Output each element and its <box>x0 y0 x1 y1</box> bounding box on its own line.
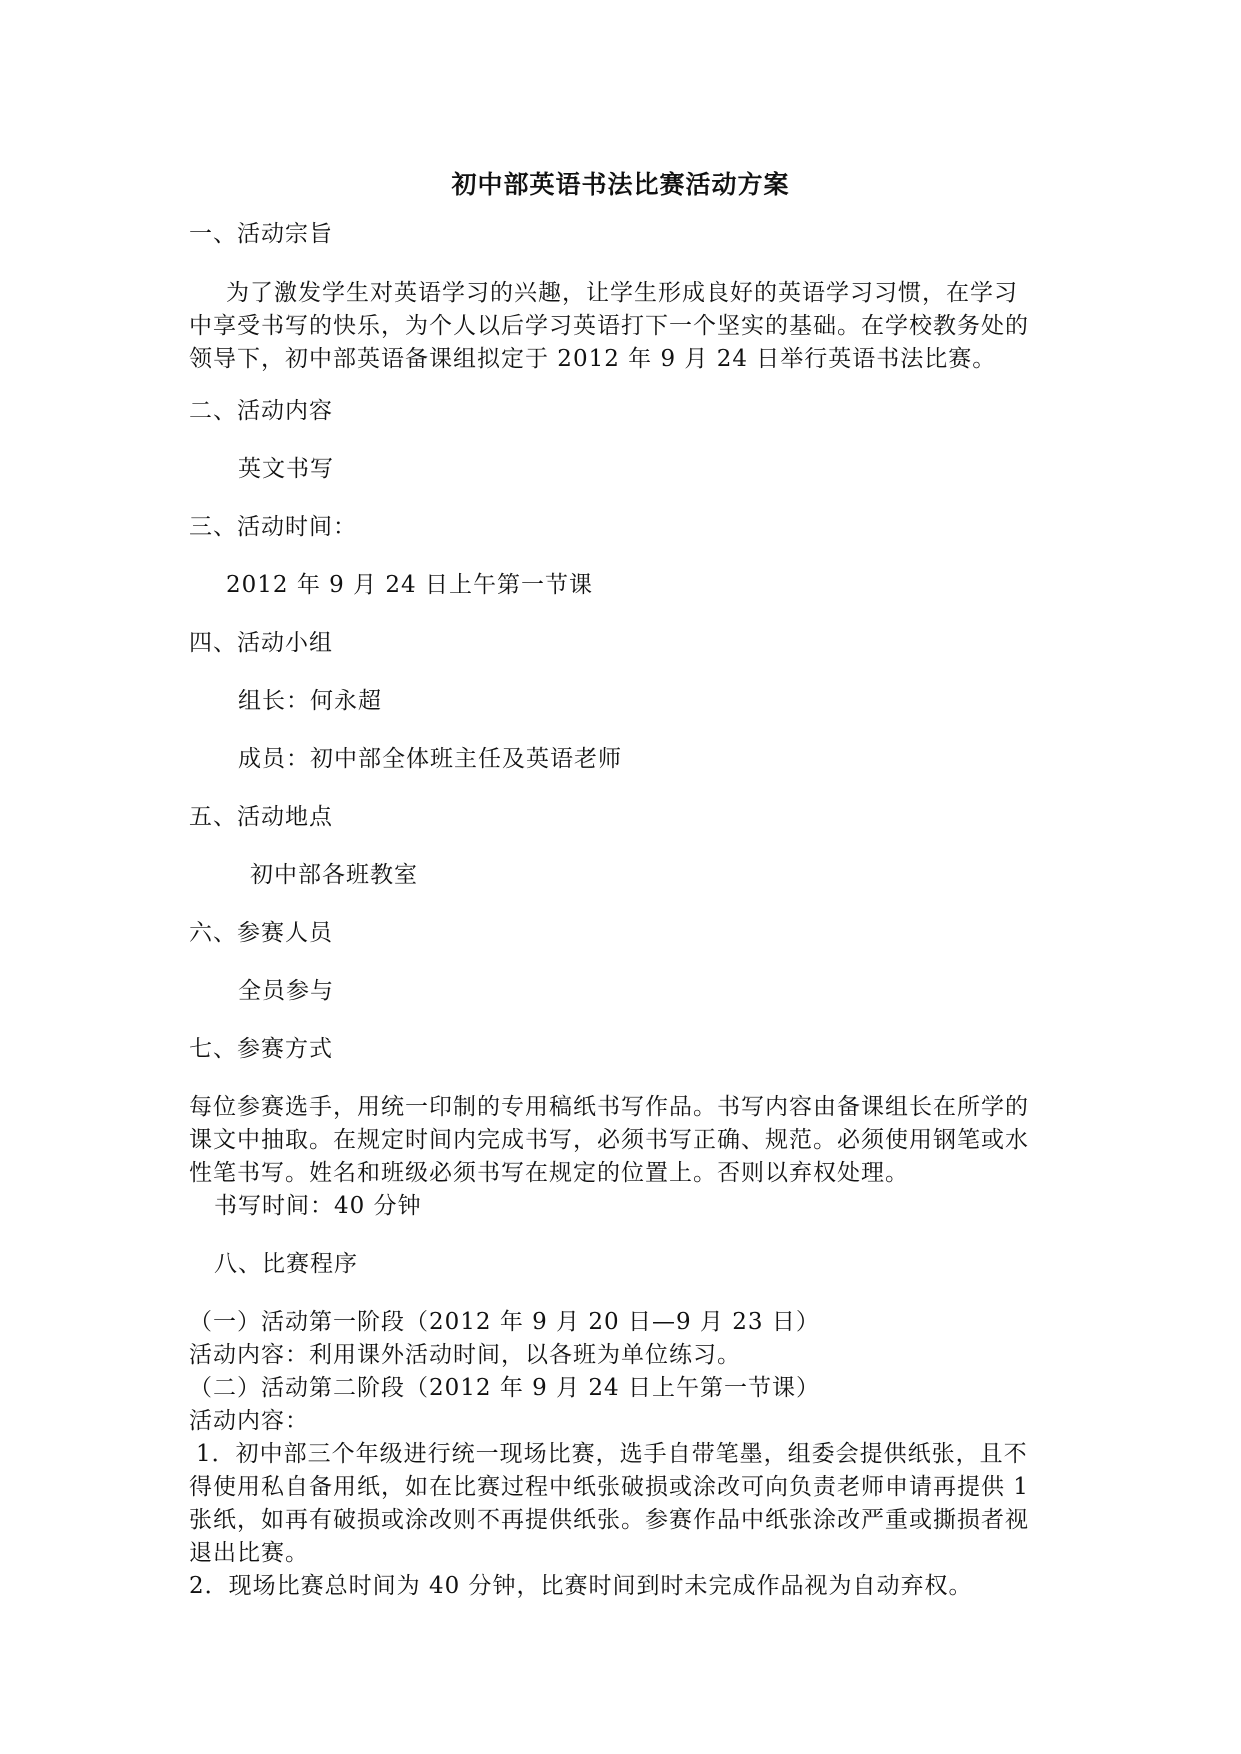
heading-time: 三、活动时间： <box>189 514 357 540</box>
item1-line-4: 退出比赛。 <box>189 1540 309 1566</box>
item1-line-3: 张纸，如再有破损或涂改则不再提供纸张。参赛作品中纸张涂改严重或撕损者视 <box>189 1507 1029 1533</box>
purpose-line-1: 为了激发学生对英语学习的兴趣，让学生形成良好的英语学习习惯，在学习 <box>226 280 1018 306</box>
participants-text: 全员参与 <box>238 978 334 1004</box>
content-text: 英文书写 <box>238 456 334 482</box>
method-time: 书写时间：40 分钟 <box>214 1193 422 1219</box>
heading-procedure: 八、比赛程序 <box>214 1251 358 1277</box>
item2-line: 2．现场比赛总时间为 40 分钟，比赛时间到时未完成作品视为自动弃权。 <box>189 1573 973 1599</box>
stage1-title: （一）活动第一阶段（2012 年 9 月 20 日—9 月 23 日） <box>189 1309 820 1335</box>
stage2-label: 活动内容： <box>189 1408 309 1434</box>
group-members: 成员：初中部全体班主任及英语老师 <box>238 746 622 772</box>
location-text: 初中部各班教室 <box>250 862 418 888</box>
heading-participants: 六、参赛人员 <box>189 920 333 946</box>
method-line-2: 课文中抽取。在规定时间内完成书写，必须书写正确、规范。必须使用钢笔或水 <box>189 1127 1029 1153</box>
item1-line-2: 得使用私自备用纸，如在比赛过程中纸张破损或涂改可向负责老师申请再提供 1 <box>189 1474 1029 1500</box>
document-title: 初中部英语书法比赛活动方案 <box>451 170 790 199</box>
heading-method: 七、参赛方式 <box>189 1036 333 1062</box>
heading-purpose: 一、活动宗旨 <box>189 221 333 247</box>
stage2-title: （二）活动第二阶段（2012 年 9 月 24 日上午第一节课） <box>189 1375 820 1401</box>
purpose-line-2: 中享受书写的快乐，为个人以后学习英语打下一个坚实的基础。在学校教务处的 <box>189 313 1029 339</box>
group-leader: 组长：何永超 <box>238 688 382 714</box>
heading-location: 五、活动地点 <box>189 804 333 830</box>
heading-content: 二、活动内容 <box>189 398 333 424</box>
stage1-content: 活动内容：利用课外活动时间，以各班为单位练习。 <box>189 1342 741 1368</box>
purpose-line-3: 领导下，初中部英语备课组拟定于 2012 年 9 月 24 日举行英语书法比赛。 <box>189 346 997 372</box>
heading-group: 四、活动小组 <box>189 630 333 656</box>
method-line-3: 性笔书写。姓名和班级必须书写在规定的位置上。否则以弃权处理。 <box>189 1160 909 1186</box>
time-text: 2012 年 9 月 24 日上午第一节课 <box>226 572 593 598</box>
item1-line-1: 1．初中部三个年级进行统一现场比赛，选手自带笔墨，组委会提供纸张，且不 <box>196 1441 1028 1467</box>
method-line-1: 每位参赛选手，用统一印制的专用稿纸书写作品。书写内容由备课组长在所学的 <box>189 1094 1029 1120</box>
